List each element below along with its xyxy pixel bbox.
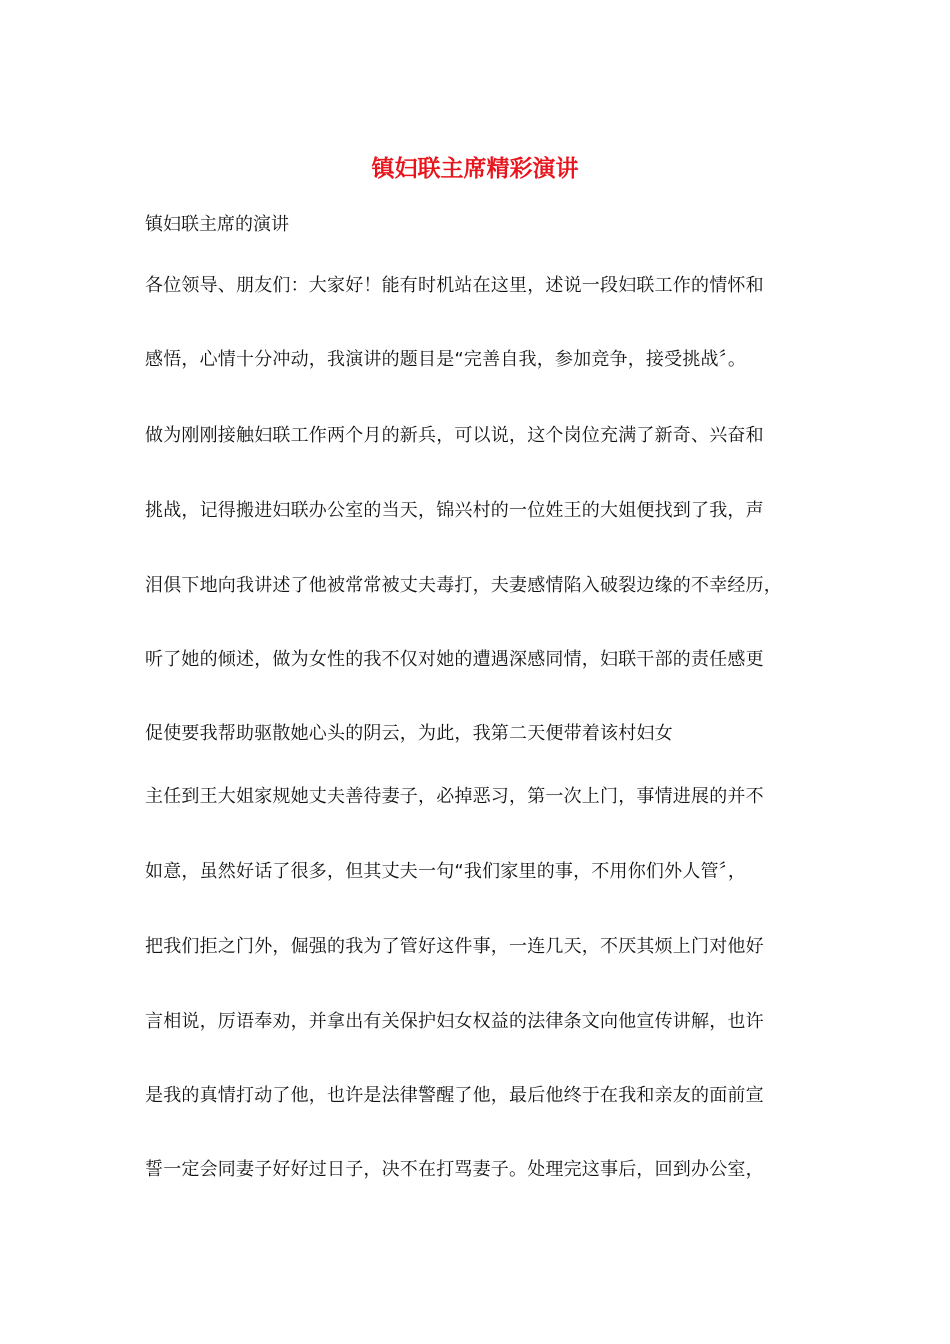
paragraph-line: 誓一定会同妻子好好过日子，决不在打骂妻子。处理完这事后，回到办公室， xyxy=(145,1159,764,1180)
paragraph-line: 言相说，厉语奉劝，并拿出有关保护妇女权益的法律条文向他宣传讲解，也许 xyxy=(145,1011,764,1032)
paragraph-line: 把我们拒之门外，倔强的我为了管好这件事，一连几天，不厌其烦上门对他好 xyxy=(145,936,764,957)
paragraph-line: 各位领导、朋友们：大家好！能有时机站在这里，述说一段妇联工作的情怀和 xyxy=(145,275,764,296)
paragraph-line: 如意，虽然好话了很多，但其丈夫一句“我们家里的事，不用你们外人管〞， xyxy=(145,861,747,882)
paragraph-line: 主任到王大姐家规她丈夫善待妻子，必掉恶习，第一次上门，事情进展的并不 xyxy=(145,786,764,807)
paragraph-line: 挑战，记得搬进妇联办公室的当天，锦兴村的一位姓王的大姐便找到了我，声 xyxy=(145,500,764,521)
paragraph-line: 听了她的倾述，做为女性的我不仅对她的遭遇深感同情，妇联干部的责任感更 xyxy=(145,649,764,670)
paragraph-line: 感悟，心情十分冲动，我演讲的题目是“完善自我，参加竞争，接受挑战〞。 xyxy=(145,349,747,370)
document-title: 镇妇联主席精彩演讲 xyxy=(371,155,579,182)
paragraph-line: 做为刚刚接触妇联工作两个月的新兵，可以说，这个岗位充满了新奇、兴奋和 xyxy=(145,425,764,446)
document-subtitle: 镇妇联主席的演讲 xyxy=(145,214,289,235)
paragraph-line: 泪俱下地向我讲述了他被常常被丈夫毒打，夫妻感情陷入破裂边缘的不幸经历， xyxy=(145,575,782,596)
paragraph-line: 促使要我帮助驱散她心头的阴云，为此，我第二天便带着该村妇女 xyxy=(145,723,673,744)
paragraph-line: 是我的真情打动了他，也许是法律警醒了他，最后他终于在我和亲友的面前宣 xyxy=(145,1085,764,1106)
